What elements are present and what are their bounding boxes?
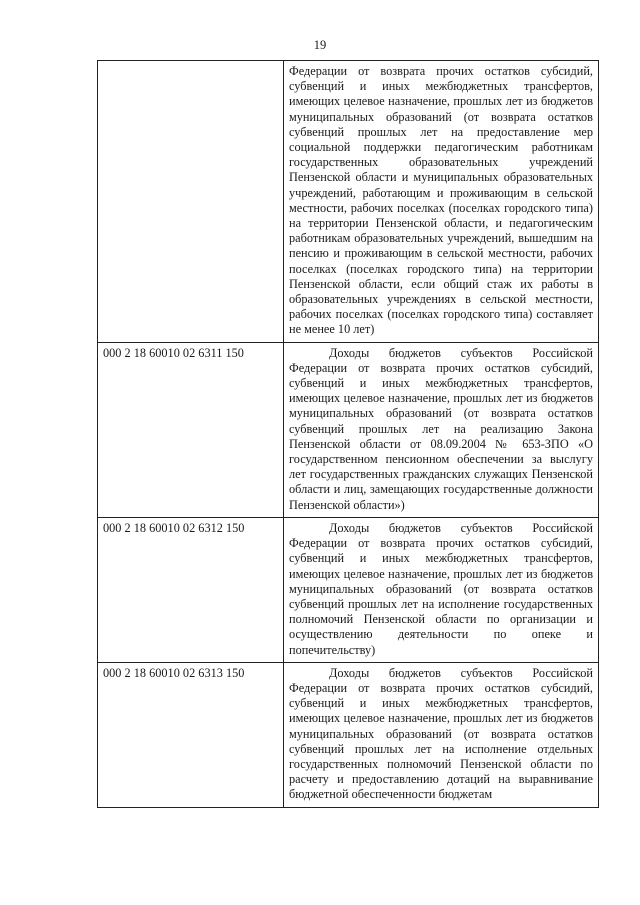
revenue-code [98, 61, 284, 343]
revenue-description-text: Доходы бюджетов субъектов Российской Федерации от возврата прочих остатков субсидий, субвенций и иных межбюджетных трансфертов, имеющих целевое назначение, прошлых лет из бюджетов муниципальных образований (от возврата остатков субвенций прошлых лет на исполнение отдельных государственных полномочий Пензенской области по расчету и предоставлению дотаций на выравнивание бюджетной обеспеченности бюджетам [289, 665, 593, 802]
revenue-description [284, 342, 599, 517]
revenue-code-table [97, 60, 599, 808]
revenue-description: Федерации от возврата прочих остатков субсидий, субвенций и иных межбюджетных трансфертов, имеющих целевое назначение, прошлых лет из бюджетов муниципальных образований (от возврата остатков субвенций прошлых лет на предоставление мер социальной поддержки педагогическим работникам государственных образовательных учреждений Пензенской области и муниципальных образовательных учреждений, работающим и проживающим в сельской местности, рабочих поселках (поселках городского типа) на территории Пензенской области, и педагогическим работникам образовательных учреждений, вышедшим на пенсию и проживающим в сельской местности, рабочих поселках (поселках городского типа) на территории Пензенской области, если общий стаж их работы в образовательных учреждениях в сельской местности, рабочих поселках (поселках городского типа) составляет не менее 10 лет) [284, 61, 599, 343]
revenue-description-text: Доходы бюджетов субъектов Российской Федерации от возврата прочих остатков субсидий, субвенций и иных межбюджетных трансфертов, имеющих целевое назначение, прошлых лет из бюджетов муниципальных образований (от возврата остатков субвенций прошлых лет на реализацию Закона Пензенской области от 08.09.2004 № 653-ЗПО «О государственном пенсионном обеспечении за выслугу лет государственных гражданских служащих Пензенской области и лиц, замещающих государственные должности Пензенской области») [289, 345, 593, 512]
revenue-description [284, 517, 599, 662]
table-row [98, 342, 599, 517]
revenue-description [284, 662, 599, 807]
table-row [98, 662, 599, 807]
page-number: 19 [313, 38, 327, 52]
revenue-code: 000 2 18 60010 02 6311 150 [98, 342, 284, 517]
table-row [98, 517, 599, 662]
revenue-description-text: Доходы бюджетов субъектов Российской Федерации от возврата прочих остатков субсидий, субвенций и иных межбюджетных трансфертов, имеющих целевое назначение, прошлых лет из бюджетов муниципальных образований (от возврата остатков субвенций прошлых лет на исполнение государственных полномочий Пензенской области по организации и осуществлению деятельности по опеке и попечительству) [289, 520, 593, 657]
table-row [98, 61, 599, 343]
revenue-code: 000 2 18 60010 02 6312 150 [98, 517, 284, 662]
revenue-code: 000 2 18 60010 02 6313 150 [98, 662, 284, 807]
